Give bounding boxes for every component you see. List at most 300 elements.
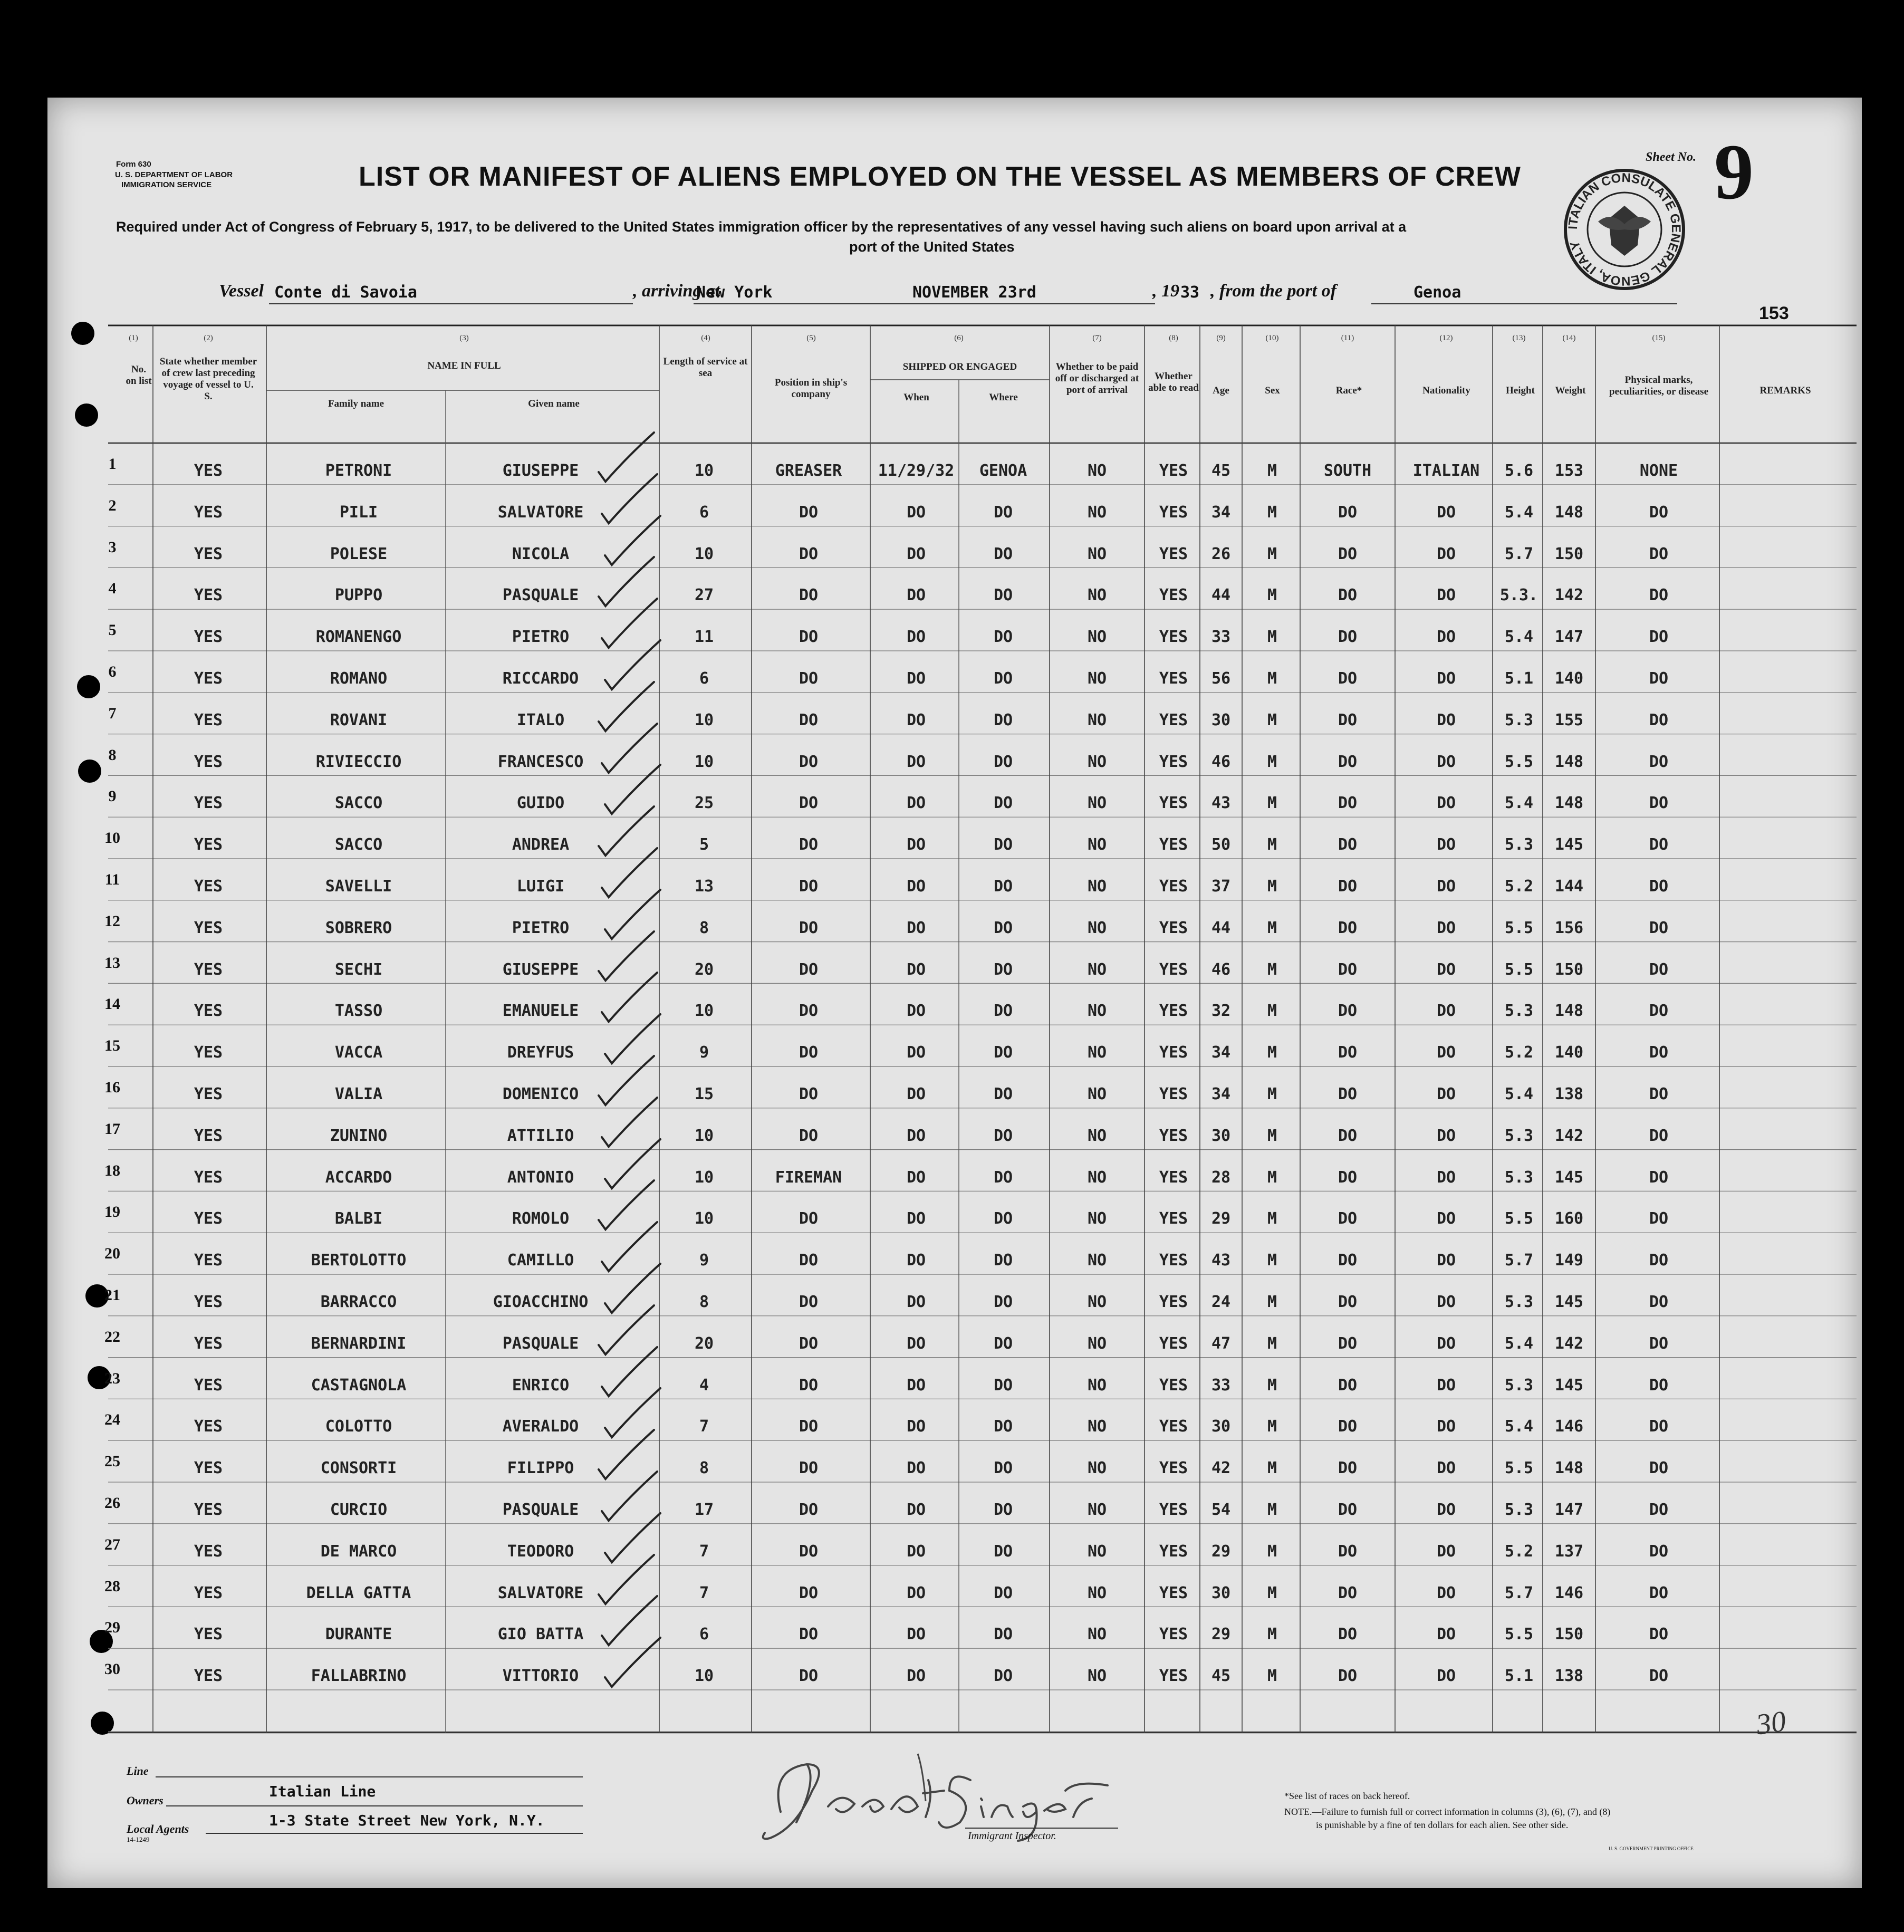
cell-sex: M (1267, 1251, 1277, 1270)
cell-shipped-when: DO (906, 918, 926, 937)
cell-length-of-service: 4 (699, 1376, 709, 1395)
cell-position: DO (799, 544, 819, 563)
cell-age: 26 (1211, 544, 1231, 563)
column-number: (15) (1652, 334, 1666, 342)
cell-nationality: DO (1436, 1126, 1456, 1145)
cell-family-name: COLOTTO (325, 1417, 392, 1436)
cell-list-no: 7 (108, 704, 117, 722)
cell-race: DO (1338, 1376, 1358, 1395)
cell-given-name: ANTONIO (507, 1168, 574, 1187)
cell-position: DO (799, 586, 819, 605)
cell-position: DO (799, 918, 819, 937)
column-number: (8) (1169, 334, 1178, 342)
column-number: (9) (1216, 334, 1226, 342)
cell-height: 5.6 (1504, 462, 1534, 480)
column-number: (3) (459, 334, 469, 342)
cell-physical-marks: DO (1649, 1501, 1669, 1519)
cell-length-of-service: 6 (699, 1625, 709, 1644)
header-nationality: Nationality (1422, 385, 1470, 396)
penalty-note-line1: NOTE.—Failure to furnish full or correct information in columns (3), (6), (7), and (8) (1284, 1806, 1611, 1817)
cell-physical-marks: DO (1649, 586, 1669, 605)
cell-able-to-read: YES (1159, 1293, 1188, 1311)
cell-sex: M (1267, 1459, 1277, 1478)
cell-family-name: BERNARDINI (311, 1334, 407, 1353)
cell-physical-marks: DO (1649, 1251, 1669, 1270)
cell-sex: M (1267, 1293, 1277, 1311)
cell-length-of-service: 8 (699, 918, 709, 937)
cell-prev-voyage: YES (194, 462, 223, 480)
cell-race: DO (1338, 1501, 1358, 1519)
cell-given-name: ITALO (516, 710, 565, 729)
cell-weight: 142 (1554, 1126, 1584, 1145)
cell-shipped-when: DO (906, 794, 926, 813)
service-name: IMMIGRATION SERVICE (121, 180, 212, 189)
line-label: Line (127, 1764, 149, 1777)
cell-paid-off: NO (1087, 1376, 1107, 1395)
cell-family-name: ROMANO (330, 669, 388, 688)
owners-value: Italian Line (269, 1783, 376, 1800)
cell-prev-voyage: YES (194, 960, 223, 979)
cell-family-name: FALLABRINO (311, 1667, 407, 1686)
cell-family-name: ROVANI (330, 710, 388, 729)
cell-shipped-when: DO (906, 835, 926, 854)
cell-position: DO (799, 794, 819, 813)
cell-prev-voyage: YES (194, 586, 223, 605)
cell-list-no: 13 (104, 954, 120, 972)
cell-paid-off: NO (1087, 1251, 1107, 1270)
cell-age: 34 (1211, 1085, 1231, 1103)
cell-length-of-service: 10 (694, 462, 714, 480)
cell-list-no: 16 (104, 1079, 120, 1096)
cell-age: 30 (1211, 710, 1231, 729)
cell-age: 45 (1211, 1667, 1231, 1686)
cell-length-of-service: 11 (694, 628, 714, 647)
cell-length-of-service: 5 (699, 835, 709, 854)
column-number: (5) (806, 334, 816, 342)
cell-length-of-service: 10 (694, 1667, 714, 1686)
cell-list-no: 30 (104, 1660, 120, 1678)
cell-length-of-service: 20 (694, 960, 714, 979)
cell-position: DO (799, 1542, 819, 1561)
cell-age: 29 (1211, 1625, 1231, 1644)
cell-paid-off: NO (1087, 1583, 1107, 1602)
cell-sex: M (1267, 877, 1277, 896)
cell-paid-off: NO (1087, 710, 1107, 729)
cell-paid-off: NO (1087, 1209, 1107, 1228)
header-paid-off: Whether to be paid off or discharged at port of arrival (1055, 361, 1139, 396)
form-title: LIST OR MANIFEST OF ALIENS EMPLOYED ON THE VESSEL AS MEMBERS OF CREW (359, 161, 1521, 192)
agents-underline (206, 1833, 583, 1834)
cell-sex: M (1267, 752, 1277, 771)
cell-list-no: 24 (104, 1411, 120, 1429)
cell-paid-off: NO (1087, 835, 1107, 854)
cell-shipped-where: DO (993, 752, 1013, 771)
cell-family-name: BERTOLOTTO (311, 1251, 407, 1270)
cell-weight: 140 (1554, 1043, 1584, 1062)
cell-shipped-when: DO (906, 1583, 926, 1602)
cell-shipped-where: DO (993, 1417, 1013, 1436)
cell-prev-voyage: YES (194, 918, 223, 937)
cell-shipped-when: DO (906, 1625, 926, 1644)
cell-sex: M (1267, 1625, 1277, 1644)
cell-given-name: NICOLA (512, 544, 570, 563)
cell-shipped-where: DO (993, 1293, 1013, 1311)
cell-given-name: GIUSEPPE (502, 462, 579, 480)
cell-length-of-service: 6 (699, 503, 709, 522)
cell-age: 43 (1211, 794, 1231, 813)
cell-length-of-service: 10 (694, 1209, 714, 1228)
cell-race: SOUTH (1323, 462, 1372, 480)
cell-length-of-service: 9 (699, 1251, 709, 1270)
cell-given-name: GUIDO (516, 794, 565, 813)
cell-given-name: DOMENICO (502, 1085, 579, 1103)
cell-race: DO (1338, 1417, 1358, 1436)
cell-given-name: ATTILIO (507, 1126, 574, 1145)
cell-physical-marks: DO (1649, 710, 1669, 729)
cell-race: DO (1338, 752, 1358, 771)
header-physical-marks: Physical marks, peculiarities, or disease (1609, 374, 1709, 397)
cell-paid-off: NO (1087, 1625, 1107, 1644)
cell-weight: 142 (1554, 586, 1584, 605)
cell-prev-voyage: YES (194, 1002, 223, 1021)
cell-position: DO (799, 1043, 819, 1062)
cell-prev-voyage: YES (194, 1501, 223, 1519)
cell-able-to-read: YES (1159, 544, 1188, 563)
column-number: (13) (1512, 334, 1526, 342)
cell-able-to-read: YES (1159, 1251, 1188, 1270)
cell-able-to-read: YES (1159, 1667, 1188, 1686)
cell-family-name: DE MARCO (320, 1542, 397, 1561)
cell-prev-voyage: YES (194, 503, 223, 522)
cell-given-name: PASQUALE (502, 1334, 579, 1353)
cell-prev-voyage: YES (194, 835, 223, 854)
cell-sex: M (1267, 1209, 1277, 1228)
cell-sex: M (1267, 1126, 1277, 1145)
cell-paid-off: NO (1087, 462, 1107, 480)
cell-shipped-when: DO (906, 1667, 926, 1686)
cell-given-name: PASQUALE (502, 1501, 579, 1519)
cell-nationality: DO (1436, 1542, 1456, 1561)
column-number: (7) (1092, 334, 1102, 342)
cell-given-name: LUIGI (516, 877, 565, 896)
cell-paid-off: NO (1087, 877, 1107, 896)
cell-nationality: DO (1436, 1459, 1456, 1478)
printer-note: U. S. GOVERNMENT PRINTING OFFICE (1609, 1846, 1694, 1851)
cell-height: 5.3 (1504, 1376, 1534, 1395)
cell-physical-marks: DO (1649, 960, 1669, 979)
cell-position: DO (799, 1625, 819, 1644)
cell-age: 34 (1211, 503, 1231, 522)
cell-shipped-when: DO (906, 1459, 926, 1478)
cell-given-name: SALVATORE (497, 1583, 584, 1602)
cell-able-to-read: YES (1159, 1625, 1188, 1644)
cell-nationality: DO (1436, 1168, 1456, 1187)
cell-shipped-where: DO (993, 544, 1013, 563)
cell-weight: 145 (1554, 1293, 1584, 1311)
cell-able-to-read: YES (1159, 1126, 1188, 1145)
cell-length-of-service: 7 (699, 1542, 709, 1561)
cell-sex: M (1267, 669, 1277, 688)
cell-length-of-service: 10 (694, 1002, 714, 1021)
cell-able-to-read: YES (1159, 628, 1188, 647)
cell-paid-off: NO (1087, 1542, 1107, 1561)
cell-length-of-service: 6 (699, 669, 709, 688)
cell-shipped-where: DO (993, 1209, 1013, 1228)
sheet-number: 9 (1714, 128, 1754, 216)
cell-length-of-service: 13 (694, 877, 714, 896)
cell-nationality: DO (1436, 669, 1456, 688)
cell-nationality: DO (1436, 752, 1456, 771)
cell-physical-marks: DO (1649, 794, 1669, 813)
column-number: (11) (1341, 334, 1354, 342)
cell-able-to-read: YES (1159, 1459, 1188, 1478)
cell-shipped-where: DO (993, 1501, 1013, 1519)
cell-prev-voyage: YES (194, 1625, 223, 1644)
cell-family-name: POLESE (330, 544, 388, 563)
cell-weight: 148 (1554, 1459, 1584, 1478)
cell-sex: M (1267, 918, 1277, 937)
cell-given-name: GIOACCHINO (493, 1293, 589, 1311)
cell-list-no: 5 (108, 621, 117, 639)
department-name: U. S. DEPARTMENT OF LABOR (115, 170, 233, 179)
cell-age: 30 (1211, 1583, 1231, 1602)
column-number: (1) (129, 334, 138, 342)
arrival-date: NOVEMBER 23rd (912, 283, 1036, 302)
cell-race: DO (1338, 1583, 1358, 1602)
cell-shipped-where: DO (993, 1667, 1013, 1686)
cell-race: DO (1338, 628, 1358, 647)
cell-paid-off: NO (1087, 628, 1107, 647)
header-shipped-engaged: SHIPPED OR ENGAGED (902, 361, 1017, 372)
header-where: Where (989, 392, 1018, 403)
cell-physical-marks: NONE (1639, 462, 1678, 480)
cell-nationality: DO (1436, 1043, 1456, 1062)
cell-shipped-where: DO (993, 1168, 1013, 1187)
cell-position: DO (799, 960, 819, 979)
cell-family-name: DELLA GATTA (306, 1583, 411, 1602)
cell-length-of-service: 10 (694, 1168, 714, 1187)
cell-list-no: 29 (104, 1619, 120, 1637)
cell-race: DO (1338, 544, 1358, 563)
cell-list-no: 25 (104, 1453, 120, 1470)
cell-height: 5.3. (1499, 586, 1538, 605)
form-subtitle-line2: port of the United States (849, 239, 1015, 255)
cell-given-name: EMANUELE (502, 1002, 579, 1021)
cell-family-name: ROMANENGO (315, 628, 402, 647)
cell-shipped-where: DO (993, 1043, 1013, 1062)
cell-length-of-service: 25 (694, 794, 714, 813)
cell-weight: 153 (1554, 462, 1584, 480)
cell-age: 50 (1211, 835, 1231, 854)
cell-nationality: DO (1436, 1334, 1456, 1353)
cell-physical-marks: DO (1649, 1168, 1669, 1187)
cell-nationality: DO (1436, 1501, 1456, 1519)
cell-sex: M (1267, 628, 1277, 647)
cell-nationality: DO (1436, 544, 1456, 563)
cell-physical-marks: DO (1649, 1583, 1669, 1602)
cell-height: 5.5 (1504, 960, 1534, 979)
cell-paid-off: NO (1087, 1002, 1107, 1021)
cell-length-of-service: 15 (694, 1085, 714, 1103)
cell-sex: M (1267, 1417, 1277, 1436)
cell-height: 5.1 (1504, 669, 1534, 688)
seal-text: ITALIAN CONSULATE GENERAL GENOA, ITALY (1565, 170, 1684, 289)
vessel-label: Vessel (219, 281, 264, 301)
cell-length-of-service: 10 (694, 710, 714, 729)
cell-paid-off: NO (1087, 1293, 1107, 1311)
cell-age: 30 (1211, 1126, 1231, 1145)
cell-able-to-read: YES (1159, 1085, 1188, 1103)
cell-height: 5.3 (1504, 835, 1534, 854)
inspector-label: Immigrant Inspector. (968, 1830, 1056, 1842)
cell-race: DO (1338, 1209, 1358, 1228)
cell-list-no: 22 (104, 1328, 120, 1345)
cell-weight: 138 (1554, 1667, 1584, 1686)
cell-race: DO (1338, 794, 1358, 813)
cell-length-of-service: 8 (699, 1293, 709, 1311)
cell-age: 30 (1211, 1417, 1231, 1436)
cell-weight: 145 (1554, 1376, 1584, 1395)
cell-physical-marks: DO (1649, 544, 1669, 563)
cell-prev-voyage: YES (194, 544, 223, 563)
cell-position: DO (799, 1085, 819, 1103)
cell-physical-marks: DO (1649, 1667, 1669, 1686)
cell-shipped-when: DO (906, 1501, 926, 1519)
cell-shipped-where: DO (993, 628, 1013, 647)
cell-weight: 150 (1554, 960, 1584, 979)
cell-height: 5.1 (1504, 1667, 1534, 1686)
cell-age: 34 (1211, 1043, 1231, 1062)
cell-physical-marks: DO (1649, 628, 1669, 647)
cell-race: DO (1338, 835, 1358, 854)
cell-paid-off: NO (1087, 1501, 1107, 1519)
cell-weight: 138 (1554, 1085, 1584, 1103)
cell-family-name: CASTAGNOLA (311, 1376, 407, 1395)
cell-shipped-where: DO (993, 669, 1013, 688)
cell-race: DO (1338, 1043, 1358, 1062)
cell-nationality: ITALIAN (1412, 462, 1480, 480)
cell-list-no: 9 (108, 787, 117, 805)
cell-age: 46 (1211, 752, 1231, 771)
cell-given-name: ENRICO (512, 1376, 570, 1395)
header-weight: Weight (1555, 385, 1586, 396)
cell-position: DO (799, 710, 819, 729)
cell-given-name: AVERALDO (502, 1417, 579, 1436)
cell-family-name: CURCIO (330, 1501, 388, 1519)
cell-prev-voyage: YES (194, 1293, 223, 1311)
cell-able-to-read: YES (1159, 586, 1188, 605)
cell-sex: M (1267, 462, 1277, 480)
cell-physical-marks: DO (1649, 1293, 1669, 1311)
cell-height: 5.3 (1504, 1501, 1534, 1519)
race-note: *See list of races on back hereof. (1284, 1791, 1410, 1801)
header-previous-voyage: State whether member of crew last preceding voyage of vessel to U. S. (159, 356, 257, 402)
page-count: 153 (1759, 303, 1789, 323)
cell-nationality: DO (1436, 1209, 1456, 1228)
cell-shipped-where: DO (993, 1334, 1013, 1353)
cell-shipped-where: DO (993, 1376, 1013, 1395)
cell-physical-marks: DO (1649, 1085, 1669, 1103)
cell-age: 42 (1211, 1459, 1231, 1478)
cell-sex: M (1267, 1334, 1277, 1353)
cell-able-to-read: YES (1159, 1168, 1188, 1187)
cell-list-no: 27 (104, 1535, 120, 1553)
cell-weight: 155 (1554, 710, 1584, 729)
cell-able-to-read: YES (1159, 1043, 1188, 1062)
cell-weight: 146 (1554, 1583, 1584, 1602)
cell-height: 5.4 (1504, 628, 1534, 647)
cell-shipped-where: GENOA (979, 462, 1027, 480)
cell-height: 5.4 (1504, 503, 1534, 522)
cell-age: 37 (1211, 877, 1231, 896)
cell-sex: M (1267, 586, 1277, 605)
cell-shipped-where: DO (993, 960, 1013, 979)
cell-paid-off: NO (1087, 503, 1107, 522)
cell-weight: 160 (1554, 1209, 1584, 1228)
cell-position: DO (799, 628, 819, 647)
cell-given-name: FILIPPO (507, 1459, 574, 1478)
inspector-underline (965, 1828, 1118, 1829)
cell-sex: M (1267, 1501, 1277, 1519)
cell-weight: 145 (1554, 1168, 1584, 1187)
cell-able-to-read: YES (1159, 1501, 1188, 1519)
cell-length-of-service: 17 (694, 1501, 714, 1519)
cell-position: DO (799, 1209, 819, 1228)
cell-age: 47 (1211, 1334, 1231, 1353)
cell-length-of-service: 10 (694, 752, 714, 771)
cell-prev-voyage: YES (194, 1459, 223, 1478)
cell-nationality: DO (1436, 877, 1456, 896)
cell-height: 5.5 (1504, 1209, 1534, 1228)
cell-shipped-when: DO (906, 1085, 926, 1103)
cell-list-no: 18 (104, 1161, 120, 1179)
cell-sex: M (1267, 794, 1277, 813)
cell-physical-marks: DO (1649, 918, 1669, 937)
cell-shipped-when: DO (906, 1334, 926, 1353)
from-label: , from the port of (1210, 281, 1336, 301)
column-number: (2) (204, 334, 213, 342)
cell-family-name: SACCO (334, 794, 383, 813)
cell-given-name: ANDREA (512, 835, 570, 854)
arriving-label: , arriving at (633, 281, 720, 301)
cell-position: DO (799, 1376, 819, 1395)
cell-paid-off: NO (1087, 1459, 1107, 1478)
header-age: Age (1213, 385, 1229, 396)
cell-height: 5.2 (1504, 1542, 1534, 1561)
cell-given-name: FRANCESCO (497, 752, 584, 771)
cell-list-no: 14 (104, 995, 120, 1013)
cell-weight: 137 (1554, 1542, 1584, 1561)
column-number: (4) (701, 334, 710, 342)
cell-position: DO (799, 1251, 819, 1270)
cell-paid-off: NO (1087, 1126, 1107, 1145)
cell-position: DO (799, 877, 819, 896)
cell-prev-voyage: YES (194, 1126, 223, 1145)
cell-family-name: DURANTE (325, 1625, 392, 1644)
cell-nationality: DO (1436, 1085, 1456, 1103)
cell-race: DO (1338, 960, 1358, 979)
cell-age: 29 (1211, 1542, 1231, 1561)
cell-age: 28 (1211, 1168, 1231, 1187)
cell-given-name: PASQUALE (502, 586, 579, 605)
cell-prev-voyage: YES (194, 669, 223, 688)
cell-physical-marks: DO (1649, 1002, 1669, 1021)
cell-weight: 148 (1554, 752, 1584, 771)
cell-height: 5.5 (1504, 1625, 1534, 1644)
cell-sex: M (1267, 835, 1277, 854)
cell-age: 56 (1211, 669, 1231, 688)
cell-list-no: 11 (104, 871, 120, 888)
